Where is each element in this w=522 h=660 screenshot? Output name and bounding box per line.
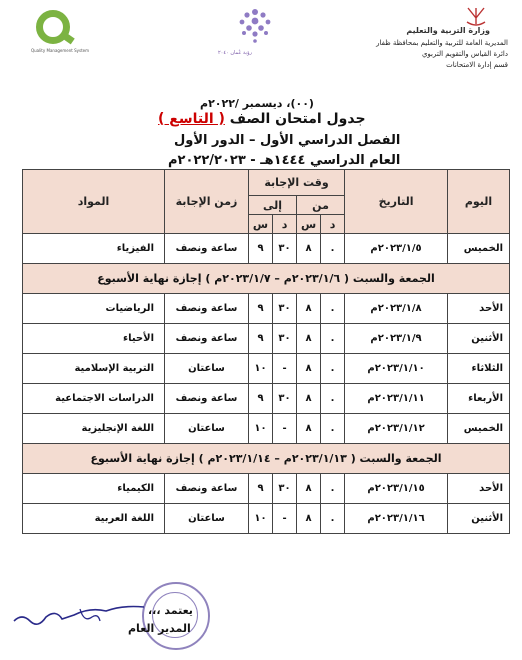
duration-cell: ساعة ونصف	[165, 294, 249, 324]
table-row	[23, 294, 510, 324]
subject-cell: الرياضيات	[23, 294, 165, 324]
date-cell: ٢٠٢٣/١/١٢م	[345, 414, 448, 444]
weekend-note: الجمعة والسبت ( ٢٠٢٣/١/١٣م – ٢٠٢٣/١/١٤م ) إجازة نهاية الأسبوع	[23, 444, 510, 474]
vision-logo-caption: رؤية عُمان ٢٠٤٠	[218, 50, 252, 56]
subject-cell: اللغة العربية	[23, 504, 165, 534]
day-cell: الأربعاء	[448, 384, 510, 414]
to-hours-cell: ١٠	[249, 504, 273, 534]
subject-cell: اللغة الإنجليزية	[23, 414, 165, 444]
ministry-logo-text: وزارة التربية والتعليم	[406, 26, 490, 35]
department-line: دائرة القياس والتقويم التربوي	[421, 50, 508, 58]
table-row	[23, 234, 510, 264]
table-body	[23, 234, 510, 534]
col-to-hours: س	[249, 215, 273, 234]
to-minutes-cell: -	[273, 504, 297, 534]
directorate-line: المديرية العامة للتربية والتعليم بمحافظة ظفار	[376, 39, 508, 47]
duration-cell: ساعة ونصف	[165, 384, 249, 414]
from-hours-cell: ٨	[297, 504, 321, 534]
table-row	[23, 354, 510, 384]
duration-cell: ساعة ونصف	[165, 474, 249, 504]
duration-cell: ساعتان	[165, 504, 249, 534]
col-from-hours: س	[297, 215, 321, 234]
table-header	[23, 170, 510, 234]
day-cell: الأثنين	[448, 324, 510, 354]
to-minutes-cell: ٣٠	[273, 324, 297, 354]
vision-dots-icon	[230, 6, 280, 48]
date-cell: ٢٠٢٣/١/١٦م	[345, 504, 448, 534]
issuing-department	[308, 38, 508, 71]
schedule-title	[158, 111, 366, 127]
to-minutes-cell: ٣٠	[273, 474, 297, 504]
date-cell: ٢٠٢٣/١/٨م	[345, 294, 448, 324]
from-minutes-cell: .	[321, 504, 345, 534]
from-minutes-cell: .	[321, 354, 345, 384]
to-hours-cell: ١٠	[249, 354, 273, 384]
issue-date: (٠٠)، ديسمبر /٢٠٢٢م	[200, 97, 314, 110]
table-row	[23, 474, 510, 504]
col-from-minutes: د	[321, 215, 345, 234]
date-cell: ٢٠٢٣/١/١٠م	[345, 354, 448, 384]
from-hours-cell: ٨	[297, 474, 321, 504]
duration-cell: ساعة ونصف	[165, 324, 249, 354]
day-cell: الخميس	[448, 234, 510, 264]
date-cell: ٢٠٢٣/١/١٥م	[345, 474, 448, 504]
schedule-title-prefix: جدول امتحان الصف	[229, 111, 366, 127]
col-subject: المواد	[23, 170, 165, 234]
section-line: قسم إدارة الامتحانات	[446, 61, 508, 69]
date-cell: ٢٠٢٣/١/١١م	[345, 384, 448, 414]
col-day: اليوم	[448, 170, 510, 234]
exam-schedule-table	[22, 169, 510, 534]
subject-cell: الفيزياء	[23, 234, 165, 264]
to-minutes-cell: -	[273, 354, 297, 384]
from-hours-cell: ٨	[297, 294, 321, 324]
from-hours-cell: ٨	[297, 324, 321, 354]
signatory-title: المدير العام	[128, 622, 191, 635]
to-hours-cell: ٩	[249, 324, 273, 354]
to-hours-cell: ٩	[249, 234, 273, 264]
table-row	[23, 324, 510, 354]
academic-year-line: العام الدراسي ١٤٤٤هـ - ٢٠٢٢/٢٠٢٣م	[168, 153, 401, 168]
col-to: إلى	[249, 196, 297, 215]
quality-logo	[30, 8, 90, 54]
day-cell: الثلاثاء	[448, 354, 510, 384]
date-cell: ٢٠٢٣/١/٩م	[345, 324, 448, 354]
col-from: من	[297, 196, 345, 215]
from-minutes-cell: .	[321, 234, 345, 264]
subject-cell: الدراسات الاجتماعية	[23, 384, 165, 414]
semester-line: الفصل الدراسي الأول – الدور الأول	[174, 133, 401, 148]
from-minutes-cell: .	[321, 294, 345, 324]
date-cell: ٢٠٢٣/١/٥م	[345, 234, 448, 264]
day-cell: الأحد	[448, 294, 510, 324]
duration-cell: ساعة ونصف	[165, 234, 249, 264]
col-to-minutes: د	[273, 215, 297, 234]
from-hours-cell: ٨	[297, 414, 321, 444]
from-hours-cell: ٨	[297, 234, 321, 264]
to-hours-cell: ١٠	[249, 414, 273, 444]
table-row	[23, 414, 510, 444]
weekend-note: الجمعة والسبت ( ٢٠٢٣/١/٦م – ٢٠٢٣/١/٧م ) إجازة نهاية الأسبوع	[23, 264, 510, 294]
duration-cell: ساعتان	[165, 414, 249, 444]
to-minutes-cell: ٣٠	[273, 384, 297, 414]
col-duration: زمن الإجابة	[165, 170, 249, 234]
col-answer-time: وقت الإجابة	[249, 170, 345, 196]
from-minutes-cell: .	[321, 324, 345, 354]
day-cell: الأحد	[448, 474, 510, 504]
subject-cell: الكيمياء	[23, 474, 165, 504]
quality-logo-caption: Quality Management System	[30, 48, 90, 53]
duration-cell: ساعتان	[165, 354, 249, 384]
to-minutes-cell: -	[273, 414, 297, 444]
table-row	[23, 384, 510, 414]
grade-label: ( التاسع )	[158, 111, 225, 127]
from-minutes-cell: .	[321, 414, 345, 444]
col-date: التاريخ	[345, 170, 448, 234]
to-minutes-cell: ٣٠	[273, 234, 297, 264]
subject-cell: التربية الإسلامية	[23, 354, 165, 384]
to-hours-cell: ٩	[249, 294, 273, 324]
to-minutes-cell: ٣٠	[273, 294, 297, 324]
to-hours-cell: ٩	[249, 384, 273, 414]
approval-label: يعتمد ،،،	[148, 604, 193, 617]
subject-cell: الأحياء	[23, 324, 165, 354]
from-minutes-cell: .	[321, 384, 345, 414]
from-hours-cell: ٨	[297, 354, 321, 384]
from-hours-cell: ٨	[297, 384, 321, 414]
weekend-row	[23, 264, 510, 294]
day-cell: الخميس	[448, 414, 510, 444]
table-row	[23, 504, 510, 534]
weekend-row	[23, 444, 510, 474]
to-hours-cell: ٩	[249, 474, 273, 504]
from-minutes-cell: .	[321, 474, 345, 504]
vision-logo	[218, 6, 298, 64]
day-cell: الأثنين	[448, 504, 510, 534]
